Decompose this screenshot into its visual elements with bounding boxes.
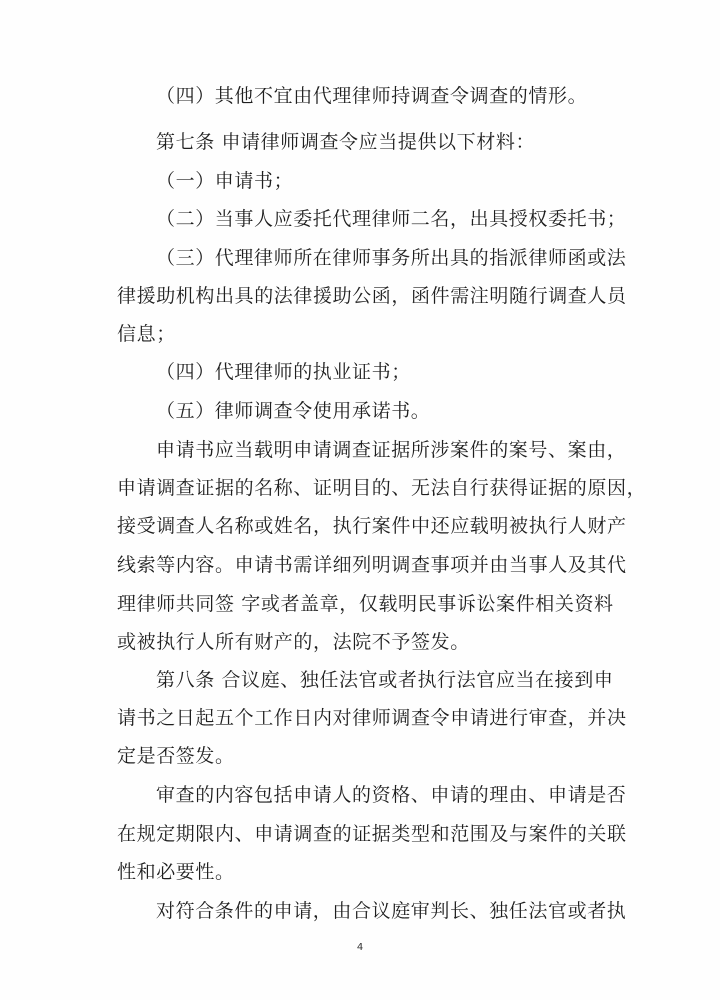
application-paragraph-line-5: 理律师共同签 字或者盖章，仅载明民事诉讼案件相关资料: [117, 593, 614, 615]
application-paragraph-line-2: 申请调查证据的名称、证明目的、无法自行获得证据的原因，: [117, 477, 647, 499]
article-7-heading: 第七条 申请律师调查令应当提供以下材料：: [156, 131, 536, 153]
application-paragraph-line-3: 接受调查人名称或姓名，执行案件中还应载明被执行人财产: [117, 515, 627, 537]
clause-item-4: （四）其他不宜由代理律师持调查令调查的情形。: [156, 85, 588, 107]
article-8-line-3: 定是否签发。: [117, 745, 235, 767]
application-paragraph-line-4: 线索等内容。申请书需详细列明调查事项并由当事人及其代: [117, 554, 627, 576]
material-item-3-line-1: （三）代理律师所在律师事务所出具的指派律师函或法: [156, 247, 627, 269]
article-8-line-2: 请书之日起五个工作日内对律师调查令申请进行审查，并决: [117, 707, 627, 729]
page-number: 4: [356, 942, 364, 953]
review-content-line-3: 性和必要性。: [117, 861, 235, 883]
material-item-2: （二）当事人应委托代理律师二名，出具授权委托书；: [156, 208, 627, 230]
article-8-line-1: 第八条 合议庭、独任法官或者执行法官应当在接到申: [156, 669, 614, 691]
application-paragraph-line-1: 申请书应当载明申请调查证据所涉案件的案号、案由，: [156, 439, 627, 461]
material-item-1: （一）申请书；: [156, 170, 294, 192]
material-item-5: （五）律师调查令使用承诺书。: [156, 400, 431, 422]
material-item-3-line-2: 律援助机构出具的法律援助公函，函件需注明随行调查人员: [117, 285, 627, 307]
review-content-line-1: 审查的内容包括申请人的资格、申请的理由、申请是否: [156, 784, 627, 806]
application-paragraph-line-6: 或被执行人所有财产的，法院不予签发。: [117, 631, 470, 653]
material-item-3-line-3: 信息；: [117, 323, 176, 345]
approval-paragraph-line-1: 对符合条件的申请，由合议庭审判长、独任法官或者执: [156, 900, 627, 922]
review-content-line-2: 在规定期限内、申请调查的证据类型和范围及与案件的关联: [117, 823, 627, 845]
material-item-4: （四）代理律师的执业证书；: [156, 361, 411, 383]
